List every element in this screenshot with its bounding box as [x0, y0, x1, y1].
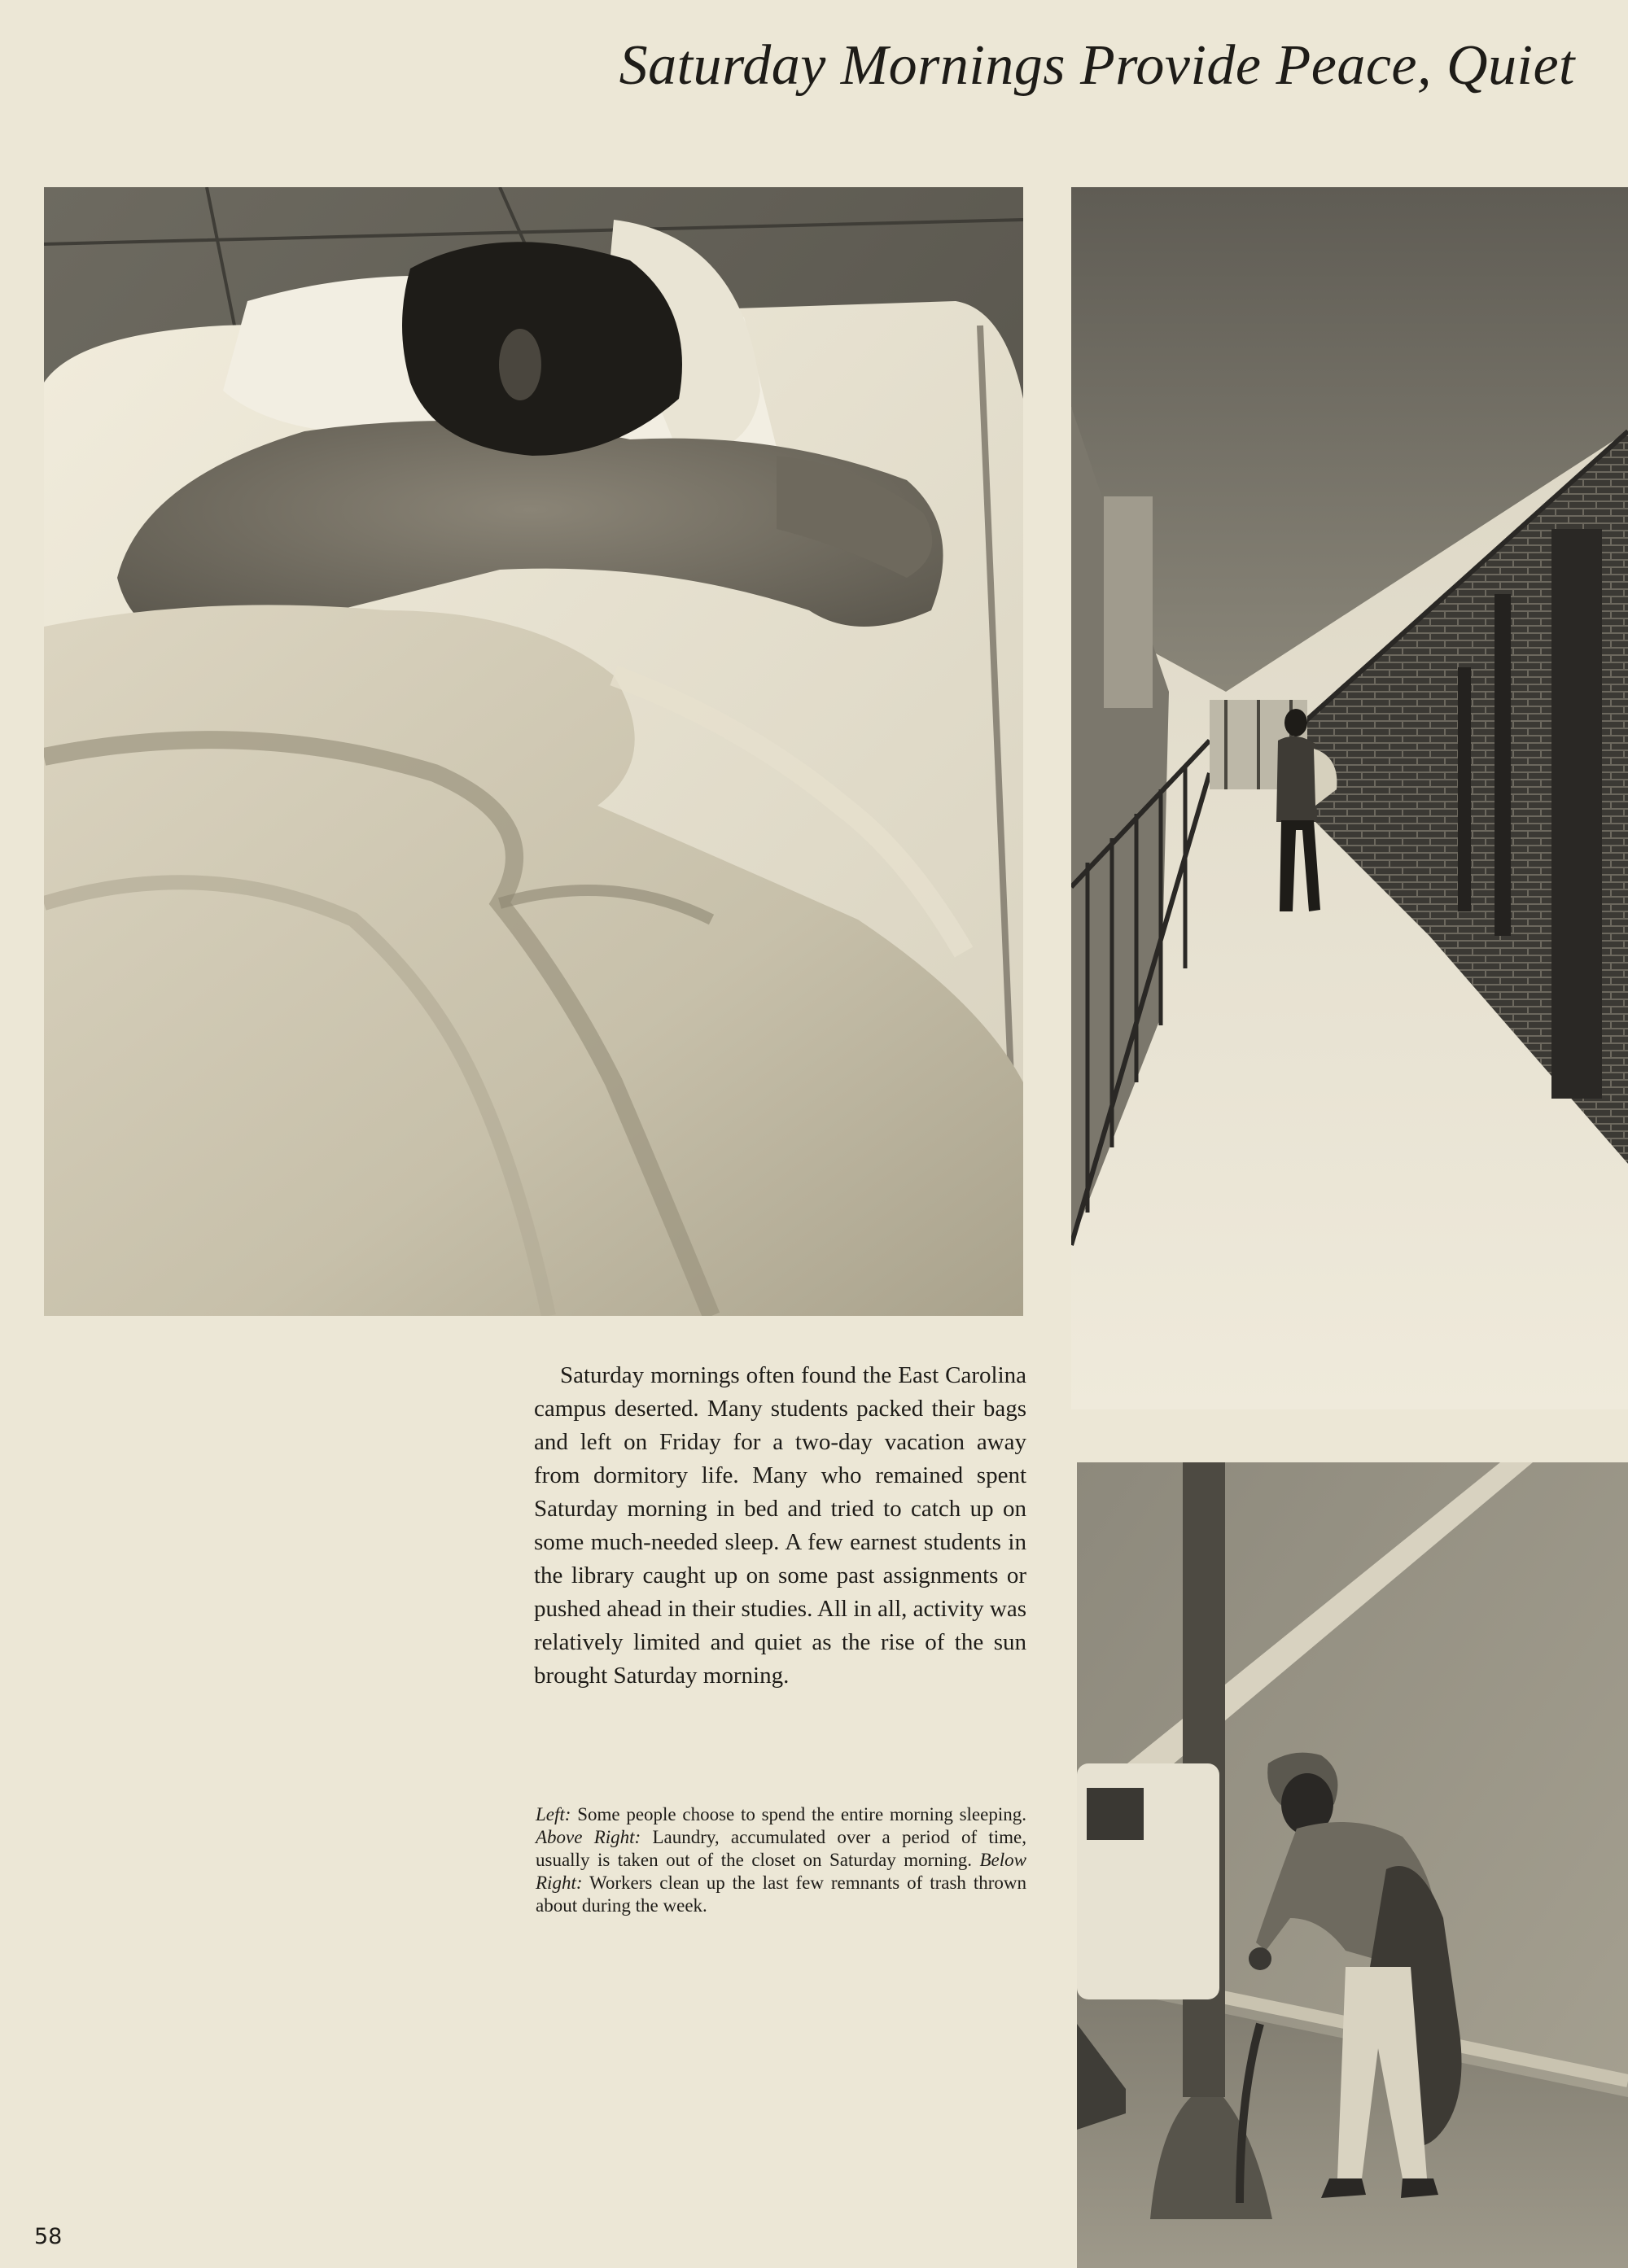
- caption-below-right-text: Workers clean up the last few remnants of trash thrown about during the week.: [536, 1873, 1026, 1916]
- caption-above-right-label: Above Right:: [536, 1827, 641, 1847]
- photo-student-sleeping: [44, 187, 1023, 1316]
- page-number: 58: [34, 2224, 63, 2249]
- photo-worker-cleaning: [1077, 1462, 1628, 2268]
- photo-dormitory-corridor: [1071, 187, 1628, 1409]
- caption-left-text: Some people choose to spend the entire morning sleeping.: [571, 1804, 1026, 1824]
- photo-caption: [536, 1803, 1026, 1917]
- page-title: Saturday Mornings Provide Peace, Quiet: [619, 34, 1575, 97]
- caption-above-right-text: Laundry, accumulated over a period of time, usually is taken out of the closet on Saturday morning.: [536, 1827, 1026, 1870]
- article-body: Saturday mornings often found the East Carolina campus deserted. Many students packed their bags and left on Friday for a two-day vacation away from dormitory life. Many who remained spent Saturday morning in bed and tried to catch up on some much-needed sleep. A few earnest students in the library caught up on some past assignments or pushed ahead in their studies. All in all, activity was relatively limited and quiet as the rise of the sun brought Saturday morning.: [534, 1362, 1026, 1689]
- caption-below-right-label: Below Right:: [536, 1850, 1026, 1893]
- caption-left-label: Left:: [536, 1804, 571, 1824]
